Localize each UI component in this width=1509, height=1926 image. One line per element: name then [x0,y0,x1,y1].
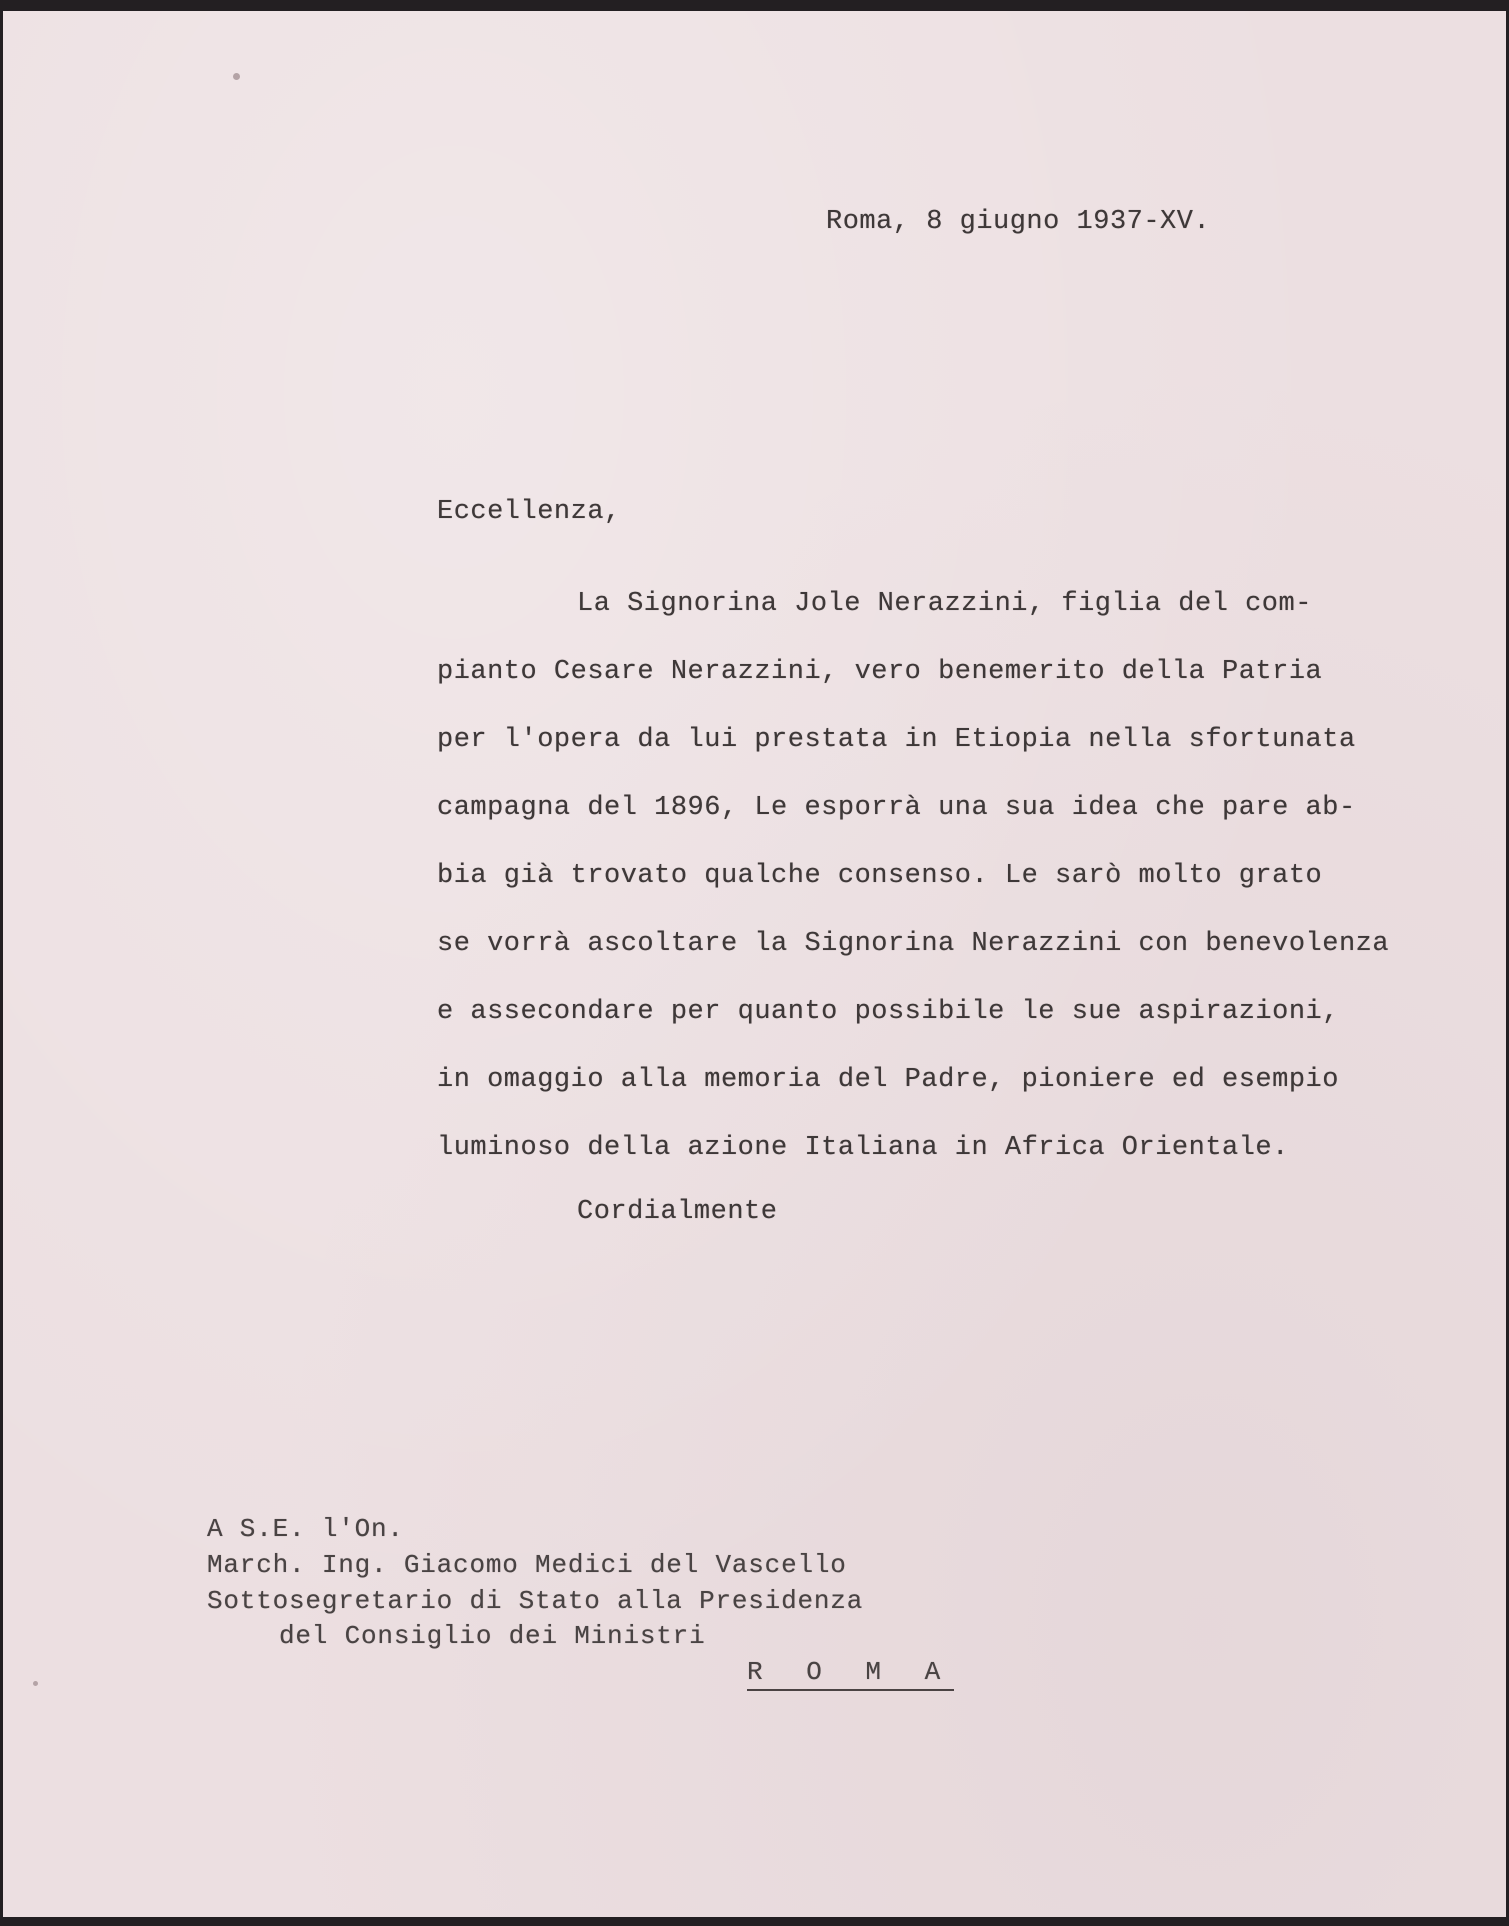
letter-body-line: bia già trovato qualche consenso. Le sarò molto grato [437,861,1323,891]
addressee-line: March. Ing. Giacomo Medici del Vascello [207,1550,847,1580]
letter-body-line: e assecondare per quanto possibile le sue aspirazioni, [437,997,1339,1027]
letter-date: Roma, 8 giugno 1937-XV. [826,207,1211,237]
letter-closing: Cordialmente [577,1197,778,1227]
letter-body-line: in omaggio alla memoria del Padre, pioniere ed esempio [437,1065,1339,1095]
addressee-city: R O M A [747,1659,954,1691]
letter-body-line: pianto Cesare Nerazzini, vero benemerito della Patria [437,657,1323,687]
letter-body-line: campagna del 1896, Le esporrà una sua idea che pare ab- [437,793,1356,823]
letter-page [3,11,1506,1917]
letter-body-line: luminoso della azione Italiana in Africa Orientale. [437,1133,1289,1163]
addressee-line: A S.E. l'On. [207,1514,404,1544]
letter-body-line: per l'opera da lui prestata in Etiopia nella sfortunata [437,725,1356,755]
addressee-line: Sottosegretario di Stato alla Presidenza [207,1586,864,1616]
addressee-line: del Consiglio dei Ministri [279,1621,706,1651]
letter-body-line: La Signorina Jole Nerazzini, figlia del com- [577,589,1312,619]
paper-speck [33,1681,38,1686]
letter-body-line: se vorrà ascoltare la Signorina Nerazzini con benevolenza [437,929,1390,959]
letter-salutation: Eccellenza, [437,497,621,527]
paper-speck [233,73,240,80]
